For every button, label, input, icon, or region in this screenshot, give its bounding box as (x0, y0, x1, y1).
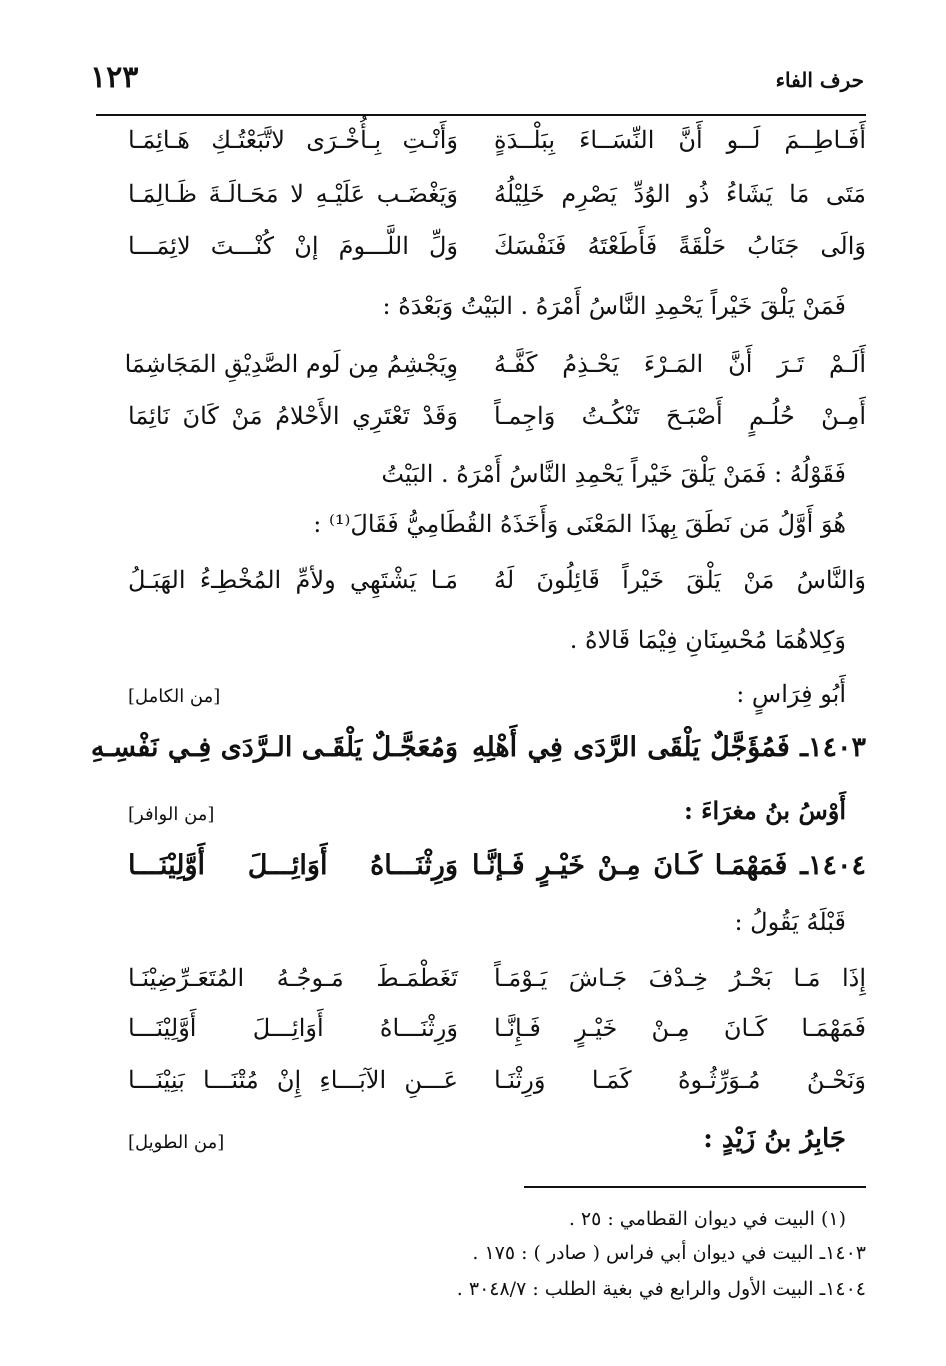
verse-hemistich-second: وَأَنْـتِ بِـأُخْـرَى لاتَّبَعْتُـكِ هَـائِمَـا (128, 126, 458, 154)
verse-hemistich-first: وَنَحْـنُ مُـوَرِّثُـوهُ كَمَـا وَرِثْنَـا (494, 1066, 866, 1094)
verse-hemistich-second: تَغَطْمَـطَ مَـوجُـهُ المُتَعَـرِّضِيْنَـا (128, 964, 458, 992)
meter-label: [من الطويل] (128, 1132, 225, 1153)
verse-hemistich-first: أَمِـنْ حُلُـمٍ أَصْبَـحَ تَنْكُـتُ وَاجِمـاً (494, 402, 866, 430)
meter-label: [من الكامل] (128, 686, 221, 707)
poet-name: جَابِرُ بنُ زَيْدٍ : (703, 1124, 846, 1154)
verse-hemistich-second: عَـــنِ الآبَـــاءِ إِنْ مُتْنَـــا بَنِيْنَـــا (128, 1066, 458, 1094)
poet-name: أَوْسُ بنُ مغرَاءَ : (683, 796, 846, 825)
verse-hemistich-first: إِذَا مَـا بَحْـرُ خِـدْفَ جَـاشَ يَـوْمَـاً (494, 964, 866, 992)
running-header: حرف الفاء (775, 68, 864, 92)
prose-line: فَقَوْلُهُ : فَمَنْ يَلْقَ خَيْراً يَحْمِدِ النَّاسُ أَمْرَهُ . البَيْتُ (381, 460, 846, 488)
verse-hemistich-first: أَفَـاطِــمَ لَــو أَنَّ النِّسَــاءَ بِبَلْــدَةٍ (494, 126, 866, 154)
verse-hemistich-second: وَيَغْضَـب عَلَيْـهِ لا مَحَـالَـةَ ظَـالِمَـا (128, 180, 458, 208)
footnote: ١٤٠٤ـ البيت الأول والرابع في بغية الطلب : ٣٠٤٨/٧ . (456, 1278, 866, 1300)
verse-hemistich-second: وَرِثْنَـــاهُ أَوَائِـــلَ أَوَّلِيْنَـــا (128, 850, 458, 881)
verse-hemistich-second: وِيَجْشِمُ مِن لَوم الصَّدِيْقِ المَجَاشِمَا (124, 350, 458, 378)
page-number: ١٢٣ (90, 60, 139, 95)
footnote: ١٤٠٣ـ البيت في ديوان أبي فراس ( صادر ) : ١٧٥ . (472, 1242, 866, 1264)
footnote-rule (524, 1186, 866, 1188)
verse-hemistich-second: وَقَدْ تَعْتَرِي الأَحْلامُ مَنْ كَانَ نَائِمَا (128, 402, 458, 430)
verse-hemistich-first: أَلَـمْ تَـرَ أَنَّ المَـرْءَ يَحْـذِمُ كَفَّـهُ (494, 350, 866, 378)
verse-hemistich-second: وَلِّ اللَّـــومَ إنْ كُنْـــتَ لائِمَـــا (128, 232, 458, 260)
verse-hemistich-first: فَمَهْمَـا كَـانَ مِـنْ خَيْـرٍ فَـإِنَّـا (494, 1014, 866, 1042)
prose-line: قَبْلَهُ يَقُولُ : (734, 908, 846, 936)
verse-hemistich-second: مَـا يَشْتَهِي ولأمِّ المُخْطِـءُ الهَبَـلُ (128, 566, 458, 594)
footnote: (١) البيت في ديوان القطامي : ٢٥ . (568, 1208, 846, 1230)
poet-name: أَبُو فِرَاسٍ : (736, 680, 846, 708)
verse-hemistich-second: وَرِثْنَـــاهُ أَوَائِـــلَ أَوَّلِيْنَـــا (128, 1014, 458, 1042)
verse-hemistich-first: وَالنَّاسُ مَنْ يَلْقَ خَيْراً قَائِلُونَ لَهُ (494, 566, 866, 594)
verse-hemistich-first: وَالَى جَنَابُ حَلْقَةً فَأَطَعْتَهُ فَنَفْسَكَ (494, 232, 866, 260)
prose-line: فَمَنْ يَلْقَ خَيْراً يَحْمِدِ النَّاسُ أَمْرَهُ . البَيْتُ وَبَعْدَهُ : (382, 292, 846, 320)
prose-line: هُوَ أَوَّلُ مَن نَطَقَ بِهذَا المَعْنَى وَأَخَذَهُ القُطَامِيُّ فَقَالَ⁽¹⁾ : (313, 510, 846, 538)
verse-hemistich-first: ١٤٠٤ـ فَمَهْمَـا كَـانَ مِـنْ خَيْـرٍ فَـإنَّـا (472, 850, 866, 881)
header-rule (96, 114, 866, 116)
verse-hemistich-first: مَتَى مَا يَشَاءُ ذُو الوُدِّ يَصْرِم خَلِيْلُهُ (494, 180, 866, 208)
prose-line: وَكِلاهُمَا مُحْسِنَانِ فِيْمَا قَالاهُ . (569, 626, 846, 654)
verse-hemistich-first: ١٤٠٣ـ فَمُؤَجَّلٌ يَلْقَى الرَّدَى فِي أَهْلِهِ (472, 732, 866, 763)
verse-hemistich-second: وَمُعَجَّـلٌ يَلْقَـى الـرَّدَى فِـي نَفْسِـهِ (90, 732, 458, 763)
meter-label: [من الوافر] (128, 804, 215, 825)
